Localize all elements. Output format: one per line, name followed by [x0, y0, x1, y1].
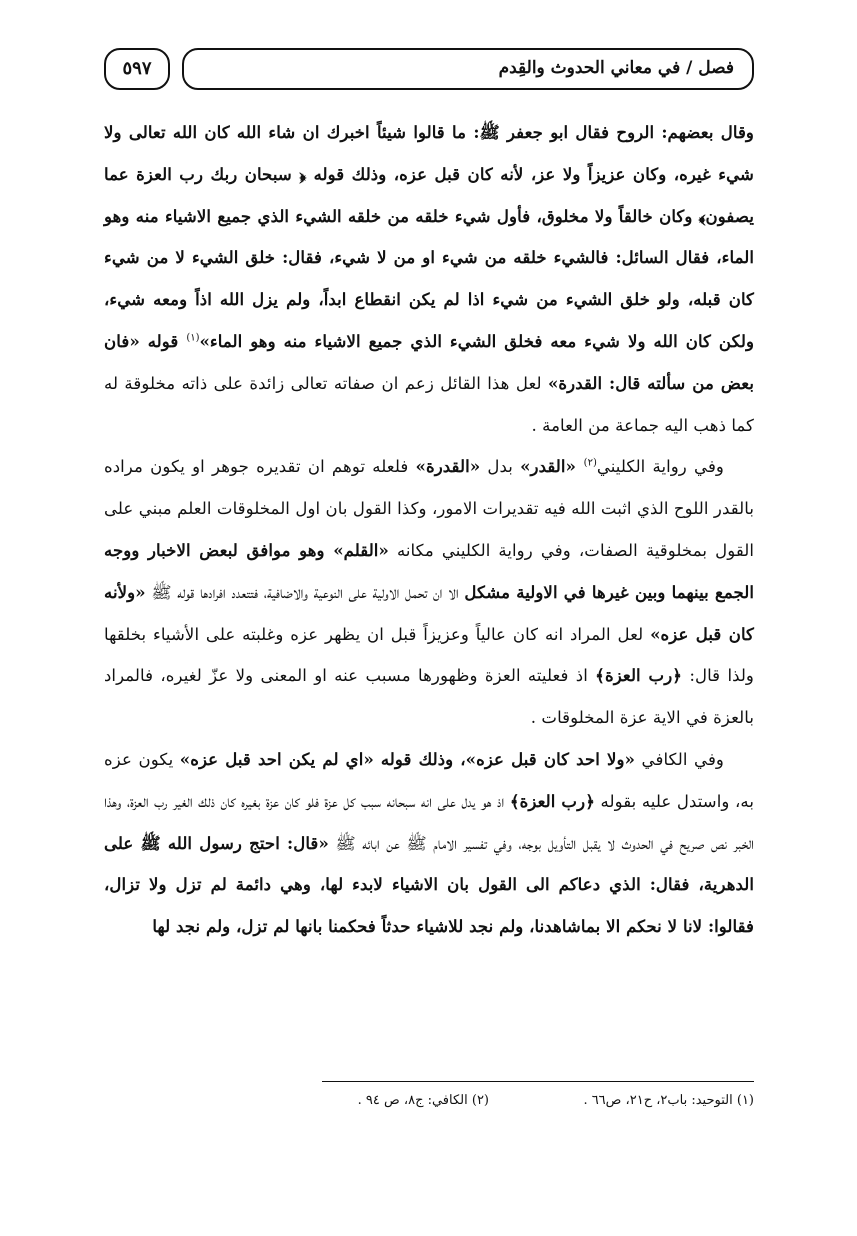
text-run: فلعله توهم ان تقديره جوهر او يكون مراده بالقدر اللوح الذي اثبت الله فيه تقديرات الامور، وكذا القول بان اول المخلوقات العلم مبني على القول بمخلوقية الصفات، وفي رواية الكليني مكانه	[104, 456, 754, 560]
text-run: اذ فعليته العزة وظهورها مسبب عنه او المعنى ولا عزّ لغيره، فالمراد بالعزة في الاية عزة المخلوقات .	[104, 665, 754, 728]
quoted-word: «القدر»	[520, 456, 584, 477]
hadith-quote: وقال بعضهم: الروح فقال ابو جعفر ﷺ: ما قالوا شيئاً اخبرك ان شاء الله كان الله تعالى ولا شيء غيره، وكان عزيزاً ولا عز، لأنه كان قبل عزه، وذلك قوله ﴿ سبحان ربك رب العزة عما يصفون﴾ وكان خالقاً ولا مخلوق، فأول شيء خلقه من خلقه الشيء الذي جميع الاشياء منه وهو الماء، فقال السائل: فالشيء خلقه من شيء او من لا شيء، فقال: خلق الشيء لا من شيء كان قبله، ولو خلق الشيء من شيء اذا لم يكن انقطاع ابداً، ولم يزل الله اذاً ومعه شيء، ولكن كان الله ولا شيء معه فخلق الشيء الذي جميع الاشياء منه وهو الماء»	[104, 122, 754, 351]
quoted-phrase: «ولأنه كان قبل عزه»	[104, 581, 754, 644]
paragraph-3	[104, 739, 754, 948]
quoted-phrase: «القلم» وهو موافق لبعض الاخبار ووجه الجمع بينهما وبين غيرها في الاولية مشكل	[104, 539, 754, 602]
text-run: وفي رواية الكليني	[596, 456, 724, 477]
chapter-title: فصل / في معاني الحدوث والقِدم	[498, 58, 734, 78]
footnote-2: (٢) الكافي: ج٨، ص ٩٤ .	[357, 1093, 489, 1108]
page-header	[104, 48, 754, 94]
text-run: اذ هو يدل على انه سبحانه سبب كل عزة فلو كان عزة بغيره كان ذلك الغير رب العزة، وهذا الخبر نص صريح في الحدوث لا يقبل التأويل بوجه، وفي تفسير الامام ﷺ عن ابائه ﷺ	[104, 790, 754, 853]
footnote-1: (١) التوحيد: باب٢، ح٢١، ص٦٦ .	[583, 1093, 754, 1108]
footnote-divider	[322, 1081, 754, 1082]
quran-quote: ﴿رب العزة﴾	[509, 790, 595, 811]
commentary-text: لعل هذا القائل زعم ان صفاته تعالى زائدة على ذاته مخلوقة له كما ذهب اليه جماعة من العامة .	[104, 372, 754, 435]
quoted-phrase: «ولا احد كان قبل عزه»، وذلك قوله «اي لم يكن احد قبل عزه»	[179, 748, 635, 769]
main-text	[104, 112, 754, 948]
footnote-ref-1: (١)	[186, 332, 200, 344]
paragraph-2	[104, 446, 754, 739]
page-number-box	[104, 48, 170, 90]
text-run: بدل	[480, 456, 521, 477]
text-run: وفي الكافي	[634, 748, 724, 769]
paragraph-1	[104, 112, 754, 446]
commentary-lemma: قوله «فان بعض من سألته قال: القدرة»	[104, 330, 754, 393]
text-run: لعل المراد انه كان عالياً وعزيزاً قبل ان يظهر عزه وغلبته على الأشياء بخلقها ولذا قال:	[104, 623, 754, 686]
quran-quote: ﴿رب العزة﴾	[595, 665, 683, 686]
hadith-quote: «قال: احتج رسول الله ﷺ على الدهرية، فقال: الذي دعاكم الى القول بان الاشياء لابدء لها، وهي دائمة لم تزل ولا تزال، فقالوا: لانا لا نحكم الا بماشاهدنا، ولم نجد للاشياء حدثاً فحكمنا بانها لم تزل، ولم نجد لها	[104, 832, 754, 937]
chapter-title-box	[182, 48, 754, 90]
page-number: ٥٩٧	[122, 58, 152, 79]
footnote-ref-2: (٢)	[583, 457, 597, 469]
quoted-word: «القدرة»	[415, 456, 481, 477]
text-run: الا ان تحمل الاولية على النوعية والاضافية، فتتعدد افرادها قوله ﷺ	[145, 581, 465, 602]
text-run: يكون عزه به، واستدل عليه بقوله	[104, 748, 755, 811]
